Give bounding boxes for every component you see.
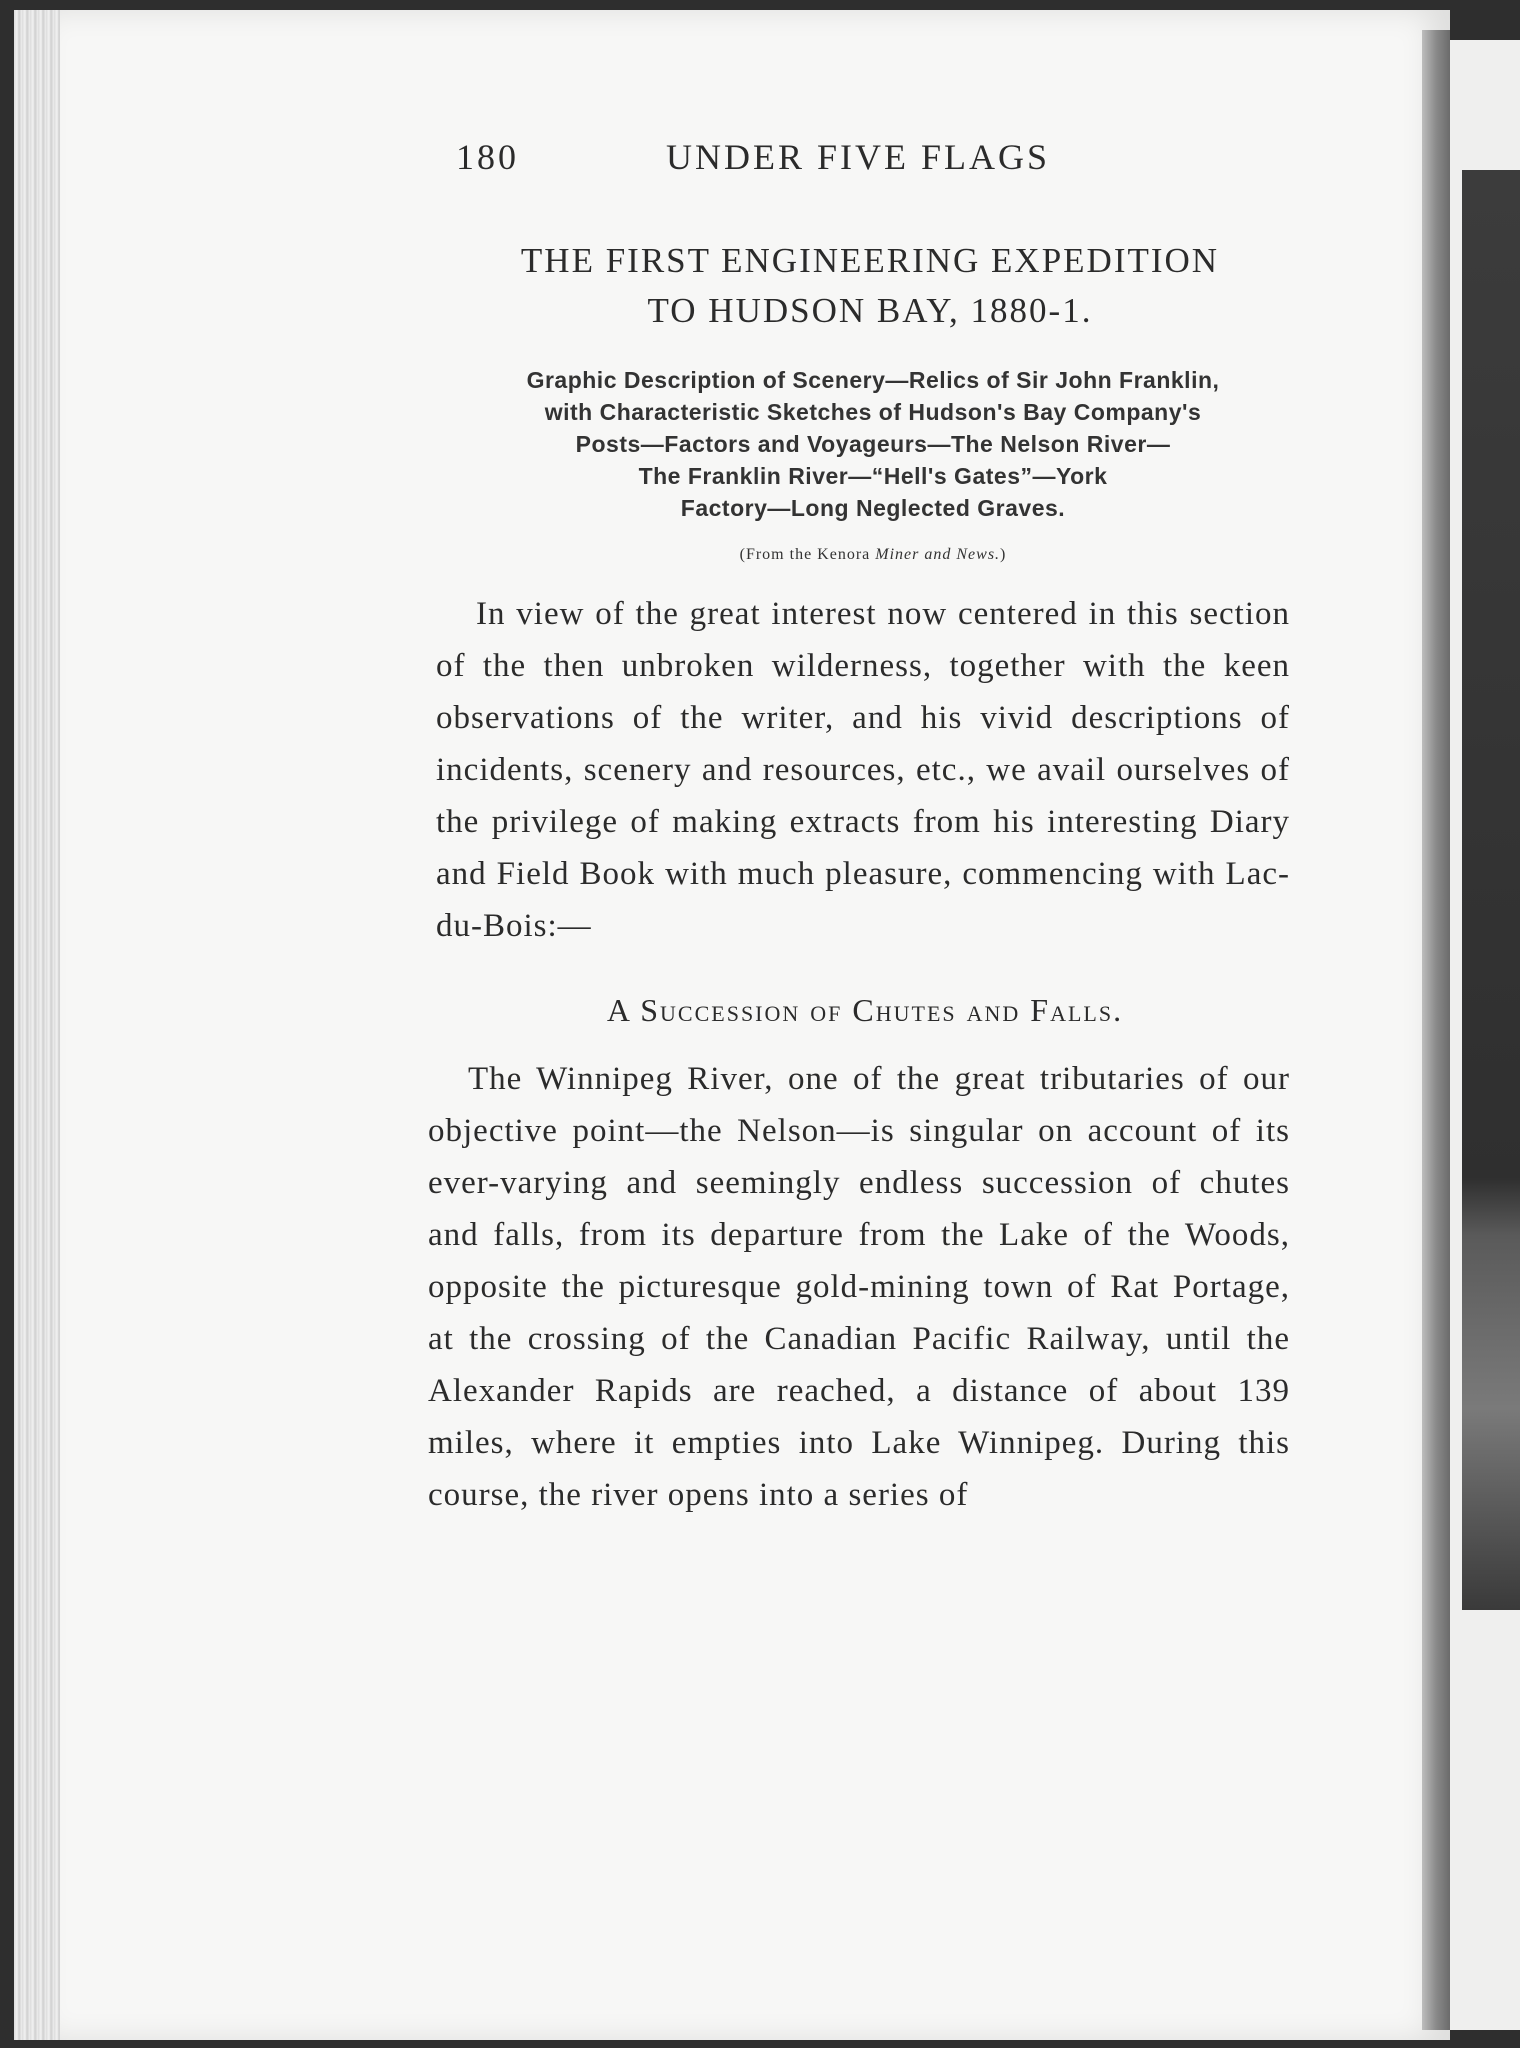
- facing-page-illustration: [1462, 170, 1520, 1610]
- chapter-summary: [456, 364, 1290, 524]
- chapter-title-line-1: THE FIRST ENGINEERING EXPEDITION: [520, 241, 1220, 280]
- source-publication: Miner and News.: [875, 546, 1001, 563]
- summary-line-1: Graphic Description of Scenery—Relics of Sir John Franklin,: [526, 367, 1220, 393]
- chapter-title-line-2: TO HUDSON BAY, 1880-1.: [647, 291, 1093, 330]
- summary-line-5: Factory—Long Neglected Graves.: [680, 495, 1066, 521]
- summary-line-2: with Characteristic Sketches of Hudson's Bay Company's: [544, 399, 1202, 425]
- section-heading: A Succession of Chutes and Falls.: [606, 992, 1124, 1028]
- chapter-title: [450, 236, 1290, 336]
- source-suffix: ): [1000, 546, 1007, 563]
- book-gutter: [1422, 30, 1450, 2030]
- body-paragraph: The Winnipeg River, one of the great tributaries of our objective point—the Nelson—is singular on account of its ever-varying and seemingly endless succession of chutes and falls, from its departure from the Lake of the Woods, opposite the picturesque gold-mining town of Rat Portage, at the crossing of the Canadian Pacific Railway, until the Alexander Rapids are reached, a distance of about 139 miles, where it empties into Lake Winnipeg. During this course, the river opens into a series of: [428, 1061, 1290, 1513]
- running-header: [456, 120, 1290, 180]
- page-content: [420, 120, 1290, 1554]
- source-prefix: (From the Kenora: [739, 546, 871, 563]
- page-number: 180: [456, 137, 519, 177]
- intro-paragraph: In view of the great interest now centered in this section of the then unbroken wilderness, together with the keen observations of the writer, and his vivid descriptions of incidents, scenery and resources, etc., we avail ourselves of the privilege of making extracts from his interesting Diary and Field Book with much pleasure, commencing with Lac-du-Bois:—: [436, 596, 1290, 944]
- running-title: UNDER FIVE FLAGS: [666, 137, 1051, 177]
- source-credit: [456, 546, 1290, 564]
- summary-line-4: The Franklin River—“Hell's Gates”—York: [638, 463, 1108, 489]
- summary-line-3: Posts—Factors and Voyageurs—The Nelson River—: [575, 431, 1171, 457]
